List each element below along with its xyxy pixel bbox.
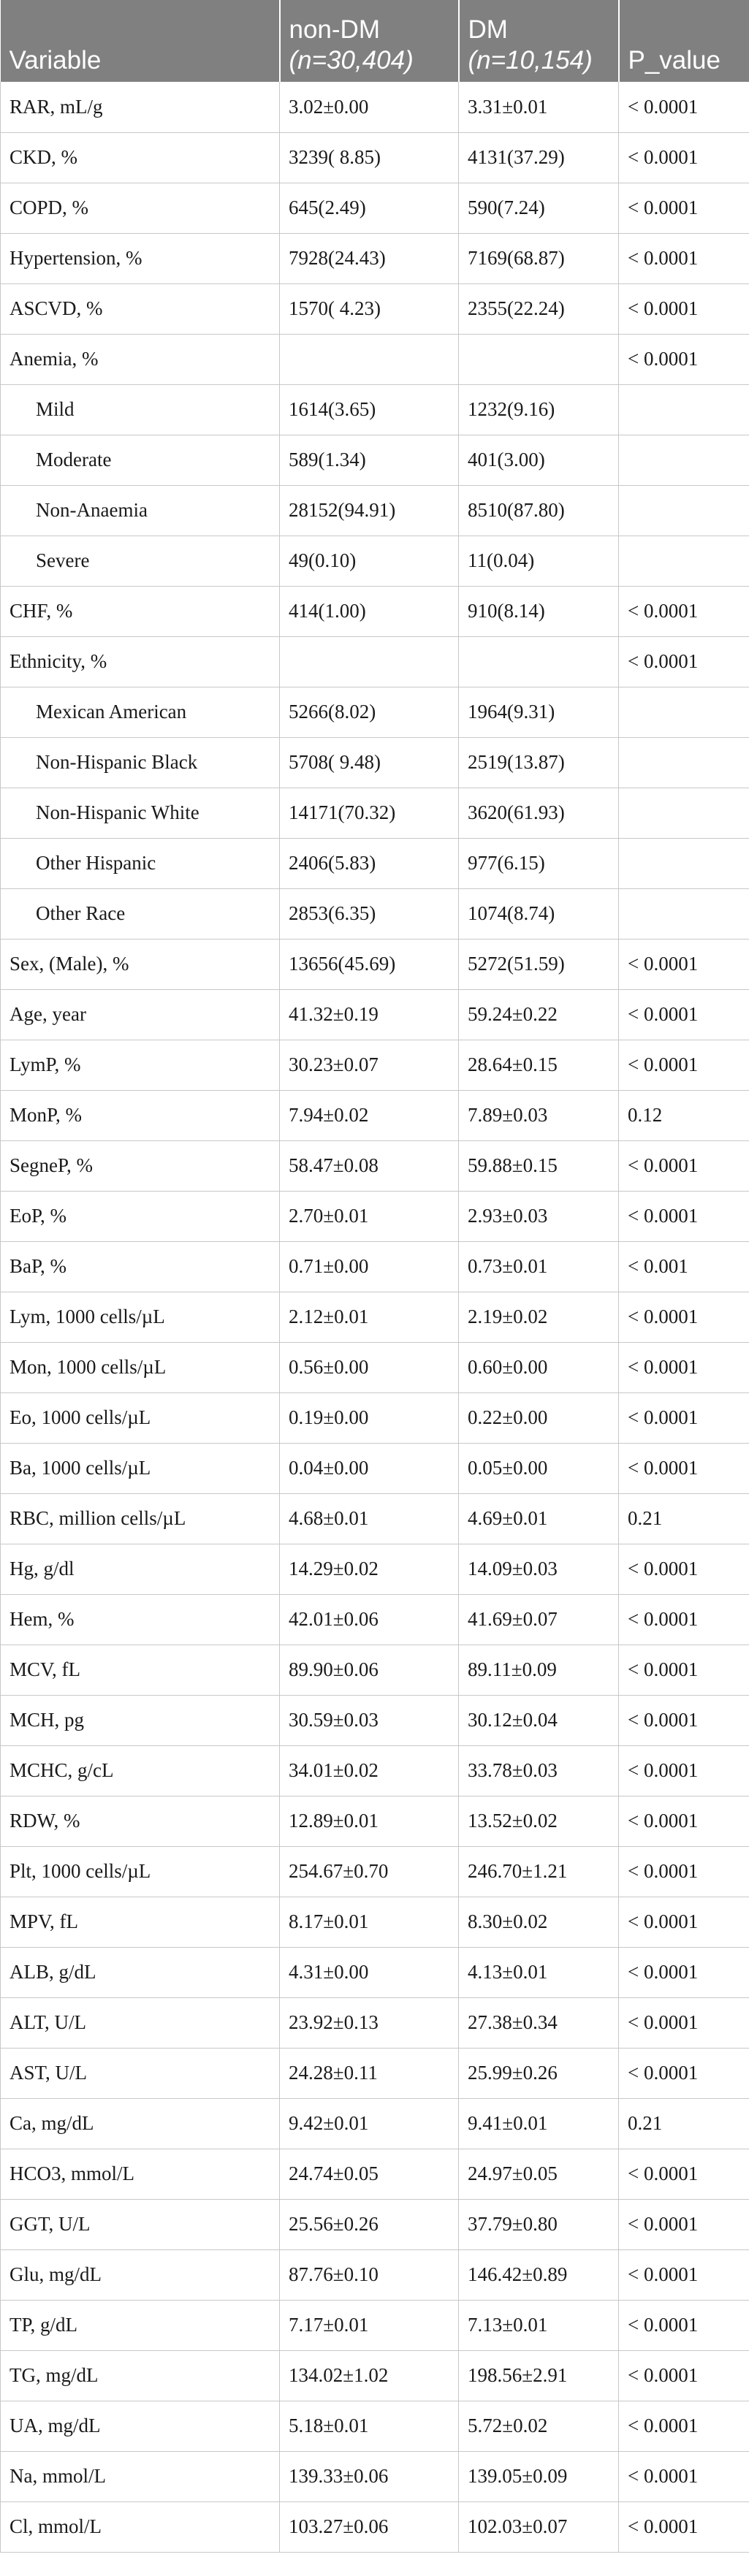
variable-cell: RAR, mL/g: [1, 82, 280, 132]
table-row: [1, 2249, 749, 2300]
table-header: [1, 0, 749, 82]
header-dm-n: (n=10,154): [468, 46, 593, 75]
variable-cell: Ethnicity, %: [1, 636, 280, 687]
dm-cell: 27.38±0.34: [459, 1997, 619, 2048]
dm-cell: 0.73±0.01: [459, 1241, 619, 1292]
dm-cell: 146.42±0.89: [459, 2249, 619, 2300]
p-value-cell: < 0.0001: [619, 132, 749, 183]
table-row: [1, 2300, 749, 2350]
non-dm-cell: 2.70±0.01: [280, 1191, 459, 1241]
dm-cell: 2355(22.24): [459, 283, 619, 334]
dm-cell: 33.78±0.03: [459, 1745, 619, 1796]
table-row: [1, 1997, 749, 2048]
dm-cell: 11(0.04): [459, 536, 619, 586]
non-dm-cell: 87.76±0.10: [280, 2249, 459, 2300]
table-row: [1, 1796, 749, 1846]
variable-cell: HCO3, mmol/L: [1, 2149, 280, 2199]
table-row: [1, 1342, 749, 1392]
variable-cell: Moderate: [1, 435, 280, 485]
table-row: [1, 687, 749, 737]
p-value-cell: < 0.0001: [619, 2401, 749, 2451]
header-dm-title: DM: [468, 15, 508, 44]
variable-cell: Hg, g/dl: [1, 1544, 280, 1594]
p-value-cell: < 0.0001: [619, 233, 749, 283]
dm-cell: 4.13±0.01: [459, 1947, 619, 1997]
non-dm-cell: 2853(6.35): [280, 888, 459, 939]
non-dm-cell: 0.71±0.00: [280, 1241, 459, 1292]
variable-cell: TG, mg/dL: [1, 2350, 280, 2401]
table-row: [1, 2048, 749, 2098]
variable-cell: Non-Hispanic White: [1, 788, 280, 838]
non-dm-cell: 4.68±0.01: [280, 1493, 459, 1544]
non-dm-cell: 41.32±0.19: [280, 989, 459, 1040]
non-dm-cell: 5.18±0.01: [280, 2401, 459, 2451]
non-dm-cell: 24.74±0.05: [280, 2149, 459, 2199]
p-value-cell: < 0.0001: [619, 183, 749, 233]
p-value-cell: < 0.0001: [619, 636, 749, 687]
table-row: [1, 1241, 749, 1292]
non-dm-cell: 5708( 9.48): [280, 737, 459, 788]
dm-cell: 59.88±0.15: [459, 1140, 619, 1191]
variable-cell: Age, year: [1, 989, 280, 1040]
non-dm-cell: 25.56±0.26: [280, 2199, 459, 2249]
table-row: [1, 485, 749, 536]
p-value-cell: < 0.0001: [619, 2149, 749, 2199]
non-dm-cell: 2406(5.83): [280, 838, 459, 888]
variable-cell: MPV, fL: [1, 1897, 280, 1947]
p-value-cell: < 0.0001: [619, 1292, 749, 1342]
non-dm-cell: 1614(3.65): [280, 384, 459, 435]
variable-cell: MonP, %: [1, 1090, 280, 1140]
non-dm-cell: 254.67±0.70: [280, 1846, 459, 1897]
table-row: [1, 1191, 749, 1241]
p-value-cell: < 0.0001: [619, 1796, 749, 1846]
dm-cell: 8510(87.80): [459, 485, 619, 536]
dm-cell: 139.05±0.09: [459, 2451, 619, 2501]
non-dm-cell: 3.02±0.00: [280, 82, 459, 132]
dm-cell: 7.89±0.03: [459, 1090, 619, 1140]
dm-cell: 246.70±1.21: [459, 1846, 619, 1897]
dm-cell: 102.03±0.07: [459, 2501, 619, 2552]
variable-cell: BaP, %: [1, 1241, 280, 1292]
dm-cell: 1232(9.16): [459, 384, 619, 435]
dm-cell: 24.97±0.05: [459, 2149, 619, 2199]
variable-cell: Glu, mg/dL: [1, 2249, 280, 2300]
dm-cell: 2519(13.87): [459, 737, 619, 788]
non-dm-cell: 58.47±0.08: [280, 1140, 459, 1191]
p-value-cell: < 0.0001: [619, 2048, 749, 2098]
non-dm-cell: 414(1.00): [280, 586, 459, 636]
table-row: [1, 636, 749, 687]
p-value-cell: < 0.0001: [619, 1745, 749, 1796]
table-row: [1, 2401, 749, 2451]
p-value-cell: < 0.0001: [619, 82, 749, 132]
variable-cell: MCH, pg: [1, 1695, 280, 1745]
p-value-cell: [619, 737, 749, 788]
dm-cell: 401(3.00): [459, 435, 619, 485]
dm-cell: 1074(8.74): [459, 888, 619, 939]
non-dm-cell: 9.42±0.01: [280, 2098, 459, 2149]
variable-cell: UA, mg/dL: [1, 2401, 280, 2451]
dm-cell: 0.60±0.00: [459, 1342, 619, 1392]
non-dm-cell: 1570( 4.23): [280, 283, 459, 334]
table-row: [1, 1846, 749, 1897]
dm-cell: 59.24±0.22: [459, 989, 619, 1040]
table-row: [1, 1493, 749, 1544]
p-value-cell: < 0.0001: [619, 1947, 749, 1997]
dm-cell: 41.69±0.07: [459, 1594, 619, 1645]
header-non-dm-title: non-DM: [289, 15, 380, 44]
dm-cell: 7.13±0.01: [459, 2300, 619, 2350]
dm-cell: 4131(37.29): [459, 132, 619, 183]
non-dm-cell: 30.59±0.03: [280, 1695, 459, 1745]
non-dm-cell: 645(2.49): [280, 183, 459, 233]
p-value-cell: < 0.0001: [619, 1342, 749, 1392]
p-value-cell: < 0.0001: [619, 1695, 749, 1745]
table-row: [1, 283, 749, 334]
variable-cell: GGT, U/L: [1, 2199, 280, 2249]
p-value-cell: < 0.0001: [619, 334, 749, 384]
dm-cell: 2.19±0.02: [459, 1292, 619, 1342]
table-row: [1, 939, 749, 989]
dm-cell: 198.56±2.91: [459, 2350, 619, 2401]
p-value-cell: < 0.0001: [619, 1140, 749, 1191]
table-row: [1, 1140, 749, 1191]
dm-cell: 28.64±0.15: [459, 1040, 619, 1090]
variable-cell: Hypertension, %: [1, 233, 280, 283]
variable-cell: ASCVD, %: [1, 283, 280, 334]
variable-cell: LymP, %: [1, 1040, 280, 1090]
dm-cell: 590(7.24): [459, 183, 619, 233]
table-row: [1, 2098, 749, 2149]
dm-cell: 4.69±0.01: [459, 1493, 619, 1544]
variable-cell: Mexican American: [1, 687, 280, 737]
non-dm-cell: 12.89±0.01: [280, 1796, 459, 1846]
table-row: [1, 1544, 749, 1594]
table-row: [1, 1947, 749, 1997]
p-value-cell: < 0.0001: [619, 2249, 749, 2300]
header-variable: Variable: [1, 0, 280, 82]
variable-cell: MCV, fL: [1, 1645, 280, 1695]
table-row: [1, 132, 749, 183]
variable-cell: Hem, %: [1, 1594, 280, 1645]
variable-cell: RDW, %: [1, 1796, 280, 1846]
p-value-cell: < 0.0001: [619, 1846, 749, 1897]
variable-cell: Na, mmol/L: [1, 2451, 280, 2501]
non-dm-cell: 5266(8.02): [280, 687, 459, 737]
table-row: [1, 1040, 749, 1090]
dm-cell: 30.12±0.04: [459, 1695, 619, 1745]
table-row: [1, 2451, 749, 2501]
table-row: [1, 2350, 749, 2401]
non-dm-cell: 14.29±0.02: [280, 1544, 459, 1594]
dm-cell: 5.72±0.02: [459, 2401, 619, 2451]
variable-cell: Lym, 1000 cells/µL: [1, 1292, 280, 1342]
non-dm-cell: 89.90±0.06: [280, 1645, 459, 1695]
p-value-cell: < 0.0001: [619, 2199, 749, 2249]
variable-cell: SegneP, %: [1, 1140, 280, 1191]
header-non-dm-n: (n=30,404): [289, 46, 414, 75]
non-dm-cell: 139.33±0.06: [280, 2451, 459, 2501]
variable-cell: CKD, %: [1, 132, 280, 183]
variable-cell: MCHC, g/cL: [1, 1745, 280, 1796]
non-dm-cell: 42.01±0.06: [280, 1594, 459, 1645]
variable-cell: Ba, 1000 cells/µL: [1, 1443, 280, 1493]
p-value-cell: < 0.0001: [619, 1443, 749, 1493]
non-dm-cell: 7.17±0.01: [280, 2300, 459, 2350]
table-body: [1, 82, 749, 2552]
table-row: [1, 2199, 749, 2249]
table-row: [1, 1594, 749, 1645]
header-row: [1, 0, 749, 82]
table-row: [1, 1090, 749, 1140]
variable-cell: Non-Anaemia: [1, 485, 280, 536]
non-dm-cell: 0.04±0.00: [280, 1443, 459, 1493]
p-value-cell: < 0.0001: [619, 989, 749, 1040]
p-value-cell: < 0.0001: [619, 1544, 749, 1594]
table-row: [1, 586, 749, 636]
non-dm-cell: 0.56±0.00: [280, 1342, 459, 1392]
p-value-cell: < 0.0001: [619, 2350, 749, 2401]
non-dm-cell: 0.19±0.00: [280, 1392, 459, 1443]
p-value-cell: < 0.0001: [619, 1997, 749, 2048]
p-value-cell: < 0.0001: [619, 2501, 749, 2552]
p-value-cell: < 0.0001: [619, 1645, 749, 1695]
p-value-cell: < 0.001: [619, 1241, 749, 1292]
p-value-cell: < 0.0001: [619, 586, 749, 636]
non-dm-cell: 8.17±0.01: [280, 1897, 459, 1947]
table-row: [1, 737, 749, 788]
p-value-cell: < 0.0001: [619, 1040, 749, 1090]
p-value-cell: < 0.0001: [619, 2451, 749, 2501]
non-dm-cell: 589(1.34): [280, 435, 459, 485]
non-dm-cell: 7.94±0.02: [280, 1090, 459, 1140]
variable-cell: Mild: [1, 384, 280, 435]
dm-cell: 25.99±0.26: [459, 2048, 619, 2098]
variable-cell: CHF, %: [1, 586, 280, 636]
dm-cell: 2.93±0.03: [459, 1191, 619, 1241]
p-value-cell: < 0.0001: [619, 1392, 749, 1443]
dm-cell: 1964(9.31): [459, 687, 619, 737]
non-dm-cell: 7928(24.43): [280, 233, 459, 283]
variable-cell: COPD, %: [1, 183, 280, 233]
non-dm-cell: 49(0.10): [280, 536, 459, 586]
dm-cell: 7169(68.87): [459, 233, 619, 283]
p-value-cell: [619, 888, 749, 939]
p-value-cell: < 0.0001: [619, 1897, 749, 1947]
table-row: [1, 384, 749, 435]
variable-cell: AST, U/L: [1, 2048, 280, 2098]
variable-cell: EoP, %: [1, 1191, 280, 1241]
table-row: [1, 1645, 749, 1695]
p-value-cell: [619, 687, 749, 737]
p-value-cell: [619, 435, 749, 485]
variable-cell: Other Hispanic: [1, 838, 280, 888]
p-value-cell: [619, 838, 749, 888]
p-value-cell: 0.12: [619, 1090, 749, 1140]
dm-cell: 89.11±0.09: [459, 1645, 619, 1695]
non-dm-cell: 13656(45.69): [280, 939, 459, 989]
p-value-cell: [619, 485, 749, 536]
header-p-value: P_value: [619, 0, 749, 82]
variable-cell: Severe: [1, 536, 280, 586]
p-value-cell: < 0.0001: [619, 1191, 749, 1241]
table-row: [1, 1292, 749, 1342]
p-value-cell: < 0.0001: [619, 1594, 749, 1645]
p-value-cell: [619, 788, 749, 838]
non-dm-cell: 24.28±0.11: [280, 2048, 459, 2098]
variable-cell: Sex, (Male), %: [1, 939, 280, 989]
table-row: [1, 1443, 749, 1493]
variable-cell: Eo, 1000 cells/µL: [1, 1392, 280, 1443]
variable-cell: Ca, mg/dL: [1, 2098, 280, 2149]
variable-cell: Other Race: [1, 888, 280, 939]
non-dm-cell: 103.27±0.06: [280, 2501, 459, 2552]
table-row: [1, 536, 749, 586]
table-row: [1, 1695, 749, 1745]
p-value-cell: < 0.0001: [619, 283, 749, 334]
p-value-cell: [619, 536, 749, 586]
table-row: [1, 788, 749, 838]
dm-cell: 13.52±0.02: [459, 1796, 619, 1846]
dm-cell: [459, 636, 619, 687]
dm-cell: 910(8.14): [459, 586, 619, 636]
table-row: [1, 888, 749, 939]
table-row: [1, 1897, 749, 1947]
p-value-cell: 0.21: [619, 1493, 749, 1544]
dm-cell: [459, 334, 619, 384]
non-dm-cell: 14171(70.32): [280, 788, 459, 838]
non-dm-cell: 34.01±0.02: [280, 1745, 459, 1796]
variable-cell: TP, g/dL: [1, 2300, 280, 2350]
p-value-cell: < 0.0001: [619, 939, 749, 989]
non-dm-cell: [280, 334, 459, 384]
non-dm-cell: 3239( 8.85): [280, 132, 459, 183]
dm-cell: 14.09±0.03: [459, 1544, 619, 1594]
dm-cell: 0.22±0.00: [459, 1392, 619, 1443]
table-row: [1, 183, 749, 233]
non-dm-cell: 23.92±0.13: [280, 1997, 459, 2048]
non-dm-cell: 134.02±1.02: [280, 2350, 459, 2401]
table-row: [1, 82, 749, 132]
table-row: [1, 1392, 749, 1443]
table-row: [1, 2501, 749, 2552]
p-value-cell: 0.21: [619, 2098, 749, 2149]
table-row: [1, 838, 749, 888]
variable-cell: Anemia, %: [1, 334, 280, 384]
variable-cell: RBC, million cells/µL: [1, 1493, 280, 1544]
variable-cell: Plt, 1000 cells/µL: [1, 1846, 280, 1897]
dm-cell: 0.05±0.00: [459, 1443, 619, 1493]
dm-cell: 3.31±0.01: [459, 82, 619, 132]
dm-cell: 977(6.15): [459, 838, 619, 888]
non-dm-cell: 30.23±0.07: [280, 1040, 459, 1090]
variable-cell: ALT, U/L: [1, 1997, 280, 2048]
table-row: [1, 334, 749, 384]
non-dm-cell: [280, 636, 459, 687]
table-row: [1, 435, 749, 485]
dm-cell: 5272(51.59): [459, 939, 619, 989]
non-dm-cell: 28152(94.91): [280, 485, 459, 536]
p-value-cell: < 0.0001: [619, 2300, 749, 2350]
table-row: [1, 1745, 749, 1796]
dm-cell: 37.79±0.80: [459, 2199, 619, 2249]
header-dm: [459, 0, 619, 82]
variable-cell: Cl, mmol/L: [1, 2501, 280, 2552]
variable-cell: ALB, g/dL: [1, 1947, 280, 1997]
table-row: [1, 2149, 749, 2199]
non-dm-cell: 2.12±0.01: [280, 1292, 459, 1342]
header-non-dm: [280, 0, 459, 82]
dm-cell: 8.30±0.02: [459, 1897, 619, 1947]
p-value-cell: [619, 384, 749, 435]
variable-cell: Mon, 1000 cells/µL: [1, 1342, 280, 1392]
table-row: [1, 989, 749, 1040]
dm-cell: 3620(61.93): [459, 788, 619, 838]
variable-cell: Non-Hispanic Black: [1, 737, 280, 788]
dm-cell: 9.41±0.01: [459, 2098, 619, 2149]
non-dm-cell: 4.31±0.00: [280, 1947, 459, 1997]
table-row: [1, 233, 749, 283]
